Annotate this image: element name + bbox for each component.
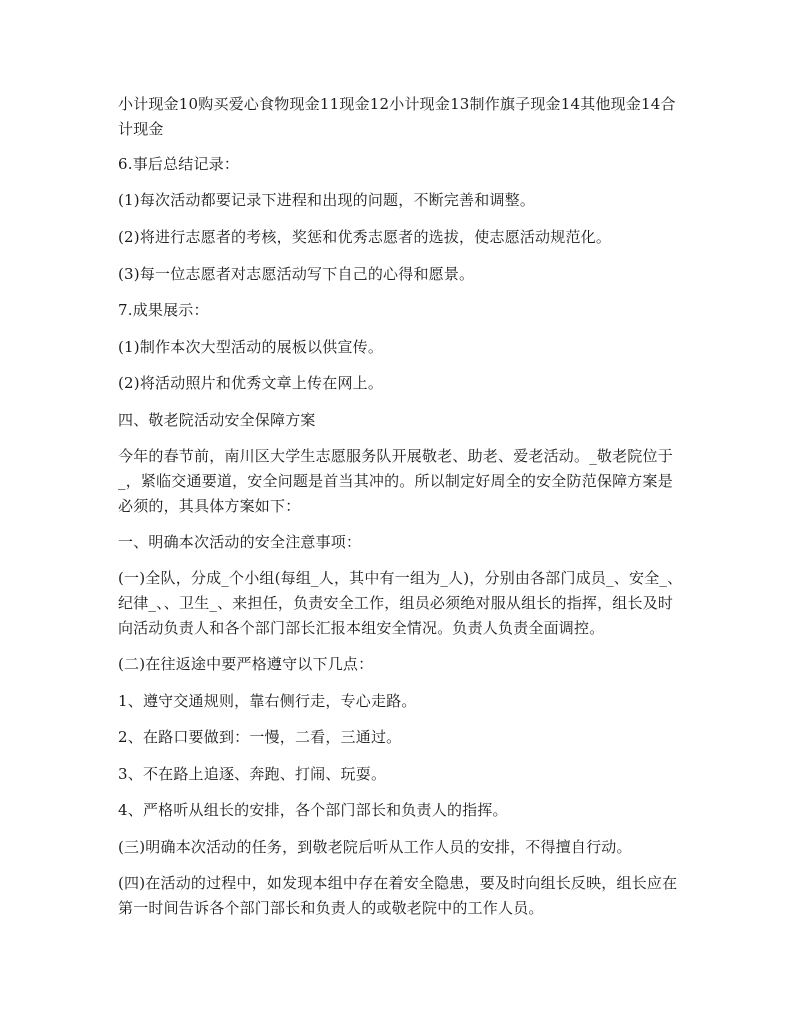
list-item-crossing: 2、在路口要做到：一慢，二看，三通过。 <box>118 728 402 746</box>
heading-results-display: 7.成果展示： <box>118 301 209 319</box>
paragraph-results-item-1: (1)制作本次大型活动的展板以供宣传。 <box>118 338 384 356</box>
paragraph-cash-subtotals: 小计现金10购买爱心食物现金11现金12小计现金13制作旗子现金14其他现金14合计现金 <box>118 95 676 138</box>
paragraph-summary-item-1: (1)每次活动都要记录下进程和出现的问题，不断完善和调整。 <box>118 191 536 209</box>
heading-summary-record: 6.事后总结记录： <box>118 155 240 173</box>
list-item-traffic-rules: 1、遵守交通规则，靠右侧行走，专心走路。 <box>118 692 417 710</box>
list-item-no-playing: 3、不在路上追逐、奔跑、打闹、玩耍。 <box>118 765 387 783</box>
paragraph-hazard-reporting: (四)在活动的过程中，如发现本组中存在着安全隐患，要及时向组长反映，组长应在第一时间告诉各个部门部长和负责人的或敬老院中的工作人员。 <box>118 874 678 917</box>
list-item-obey-leaders: 4、严格听从组长的安排，各个部门部长和负责人的指挥。 <box>118 801 508 819</box>
paragraph-summary-item-3: (3)每一位志愿者对志愿活动写下自己的心得和愿景。 <box>118 265 475 283</box>
paragraph-summary-item-2: (2)将进行志愿者的考核，奖惩和优秀志愿者的选拔，使志愿活动规范化。 <box>118 228 612 246</box>
paragraph-safety-intro: 今年的春节前，南川区大学生志愿服务队开展敬老、助老、爱老活动。_敬老院位于_，紧临交通要道，安全问题是首当其冲的。所以制定好周全的安全防范保障方案是必须的，其具体方案如下： <box>118 447 673 515</box>
paragraph-travel-rules: (二)在往返途中要严格遵守以下几点： <box>118 655 374 673</box>
paragraph-task-clarity: (三)明确本次活动的任务，到敬老院后听从工作人员的安排，不得擅自行动。 <box>118 838 632 856</box>
heading-safety-notes: 一、明确本次活动的安全注意事项： <box>118 533 362 551</box>
heading-safety-plan: 四、敬老院活动安全保障方案 <box>118 411 316 429</box>
paragraph-group-organization: (一)全队，分成_个小组(每组_人，其中有一组为_人)，分别由各部门成员_、安全_、纪律_、、卫生_、来担任，负责安全工作，组员必须绝对服从组长的指挥，组长及时向活动负责人和各个部门部长汇报本组安全情况。负责人负责全面调控。 <box>118 569 683 637</box>
paragraph-results-item-2: (2)将活动照片和优秀文章上传在网上。 <box>118 374 384 392</box>
